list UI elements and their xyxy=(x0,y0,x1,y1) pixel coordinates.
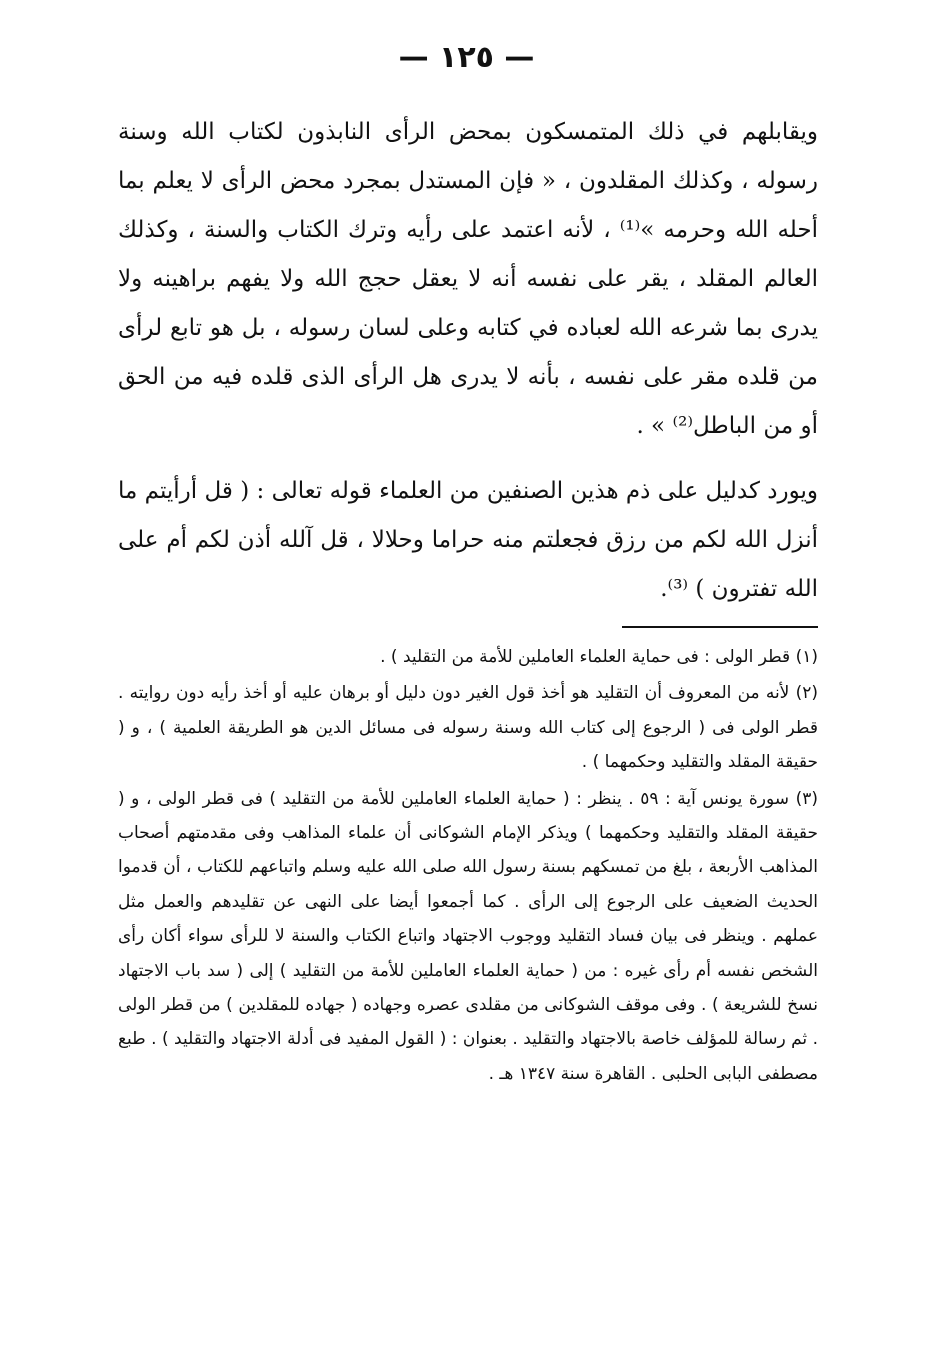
body-paragraph: ويقابلهم في ذلك المتمسكون بمحض الرأى النابذون لكتاب الله وسنة رسوله ، وكذلك المقلدون ، « فإن المستدل بمجرد محض الرأى لا يعلم بما أحله الله وحرمه »⁽¹⁾ ، لأنه اعتمد على رأيه وترك الكتاب والسنة ، وكذلك العالم المقلد ، يقر على نفسه أنه لا يعقل حجج الله ولا يفهم براهينه ولا يدرى بما شرعه الله لعباده في كتابه وعلى لسان رسوله ، بل هو تابع لرأى من قلده مقر على نفسه ، بأنه لا يدرى هل الرأى الذى قلده فيه من الحق أو من الباطل⁽²⁾ » . xyxy=(118,119,818,439)
body-paragraph: ويورد كدليل على ذم هذين الصنفين من العلماء قوله تعالى : ( قل أرأيتم ما أنزل الله لكم من رزق فجعلتم منه حراما وحلالا ، قل آلله أذن لكم أم على الله تفترون ) ⁽³⁾. xyxy=(118,478,818,602)
main-text xyxy=(118,108,818,614)
footnote-1: (١) قطر الولى : فى حماية العلماء العاملين للأمة من التقليد ) . xyxy=(380,647,818,667)
footnote-3: (٣) سورة يونس آية : ٥٩ . ينظر : ( حماية العلماء العاملين للأمة من التقليد ) فى قطر الولى ، و ( حقيقة المقلد والتقليد وحكمهما ) ويذكر الإمام الشوكانى أن علماء المذاهب وفى مقدمتهم أصحاب المذاهب الأربعة ، بلغ من تمسكهم بسنة رسول الله صلى الله عليه وسلم واتباعهم للكتاب ، أن قدموا الحديث الضعيف على الرجوع إلى الرأى . كما أجمعوا أيضا على النهى عن تقليدهم والعمل مثل عملهم . وينظر فى بيان فساد التقليد ووجوب الاجتهاد واتباع الكتاب والسنة لا للرأى سواء أكان رأى الشخص نفسه أم رأى غيره : من ( حماية العلماء العاملين للأمة من التقليد ) إلى ( سد باب الاجتهاد نسخ للشريعة ) . وفى موقف الشوكانى من مقلدى عصره وجهاده ( جهاده للمقلدين ) من قطر الولى . ثم رسالة للمؤلف خاصة بالاجتهاد والتقليد . بعنوان : ( القول المفيد فى أدلة الاجتهاد والتقليد ) . طبع مصطفى البابى الحلبى . القاهرة سنة ١٣٤٧ هـ . xyxy=(118,788,818,1084)
footnotes xyxy=(118,640,818,1091)
footnote-2: (٢) لأنه من المعروف أن التقليد هو أخذ قول الغير دون دليل أو برهان عليه أو أخذ رأيه دون روايته . قطر الولى فى ( الرجوع إلى كتاب الله وسنة رسوله فى مسائل الدين هو الطريقة العلمية ) ، و ( حقيقة المقلد والتقليد وحكمهما ) . xyxy=(118,683,818,773)
page-number: — ١٢٥ — xyxy=(398,40,535,75)
footnote-divider xyxy=(622,626,818,628)
